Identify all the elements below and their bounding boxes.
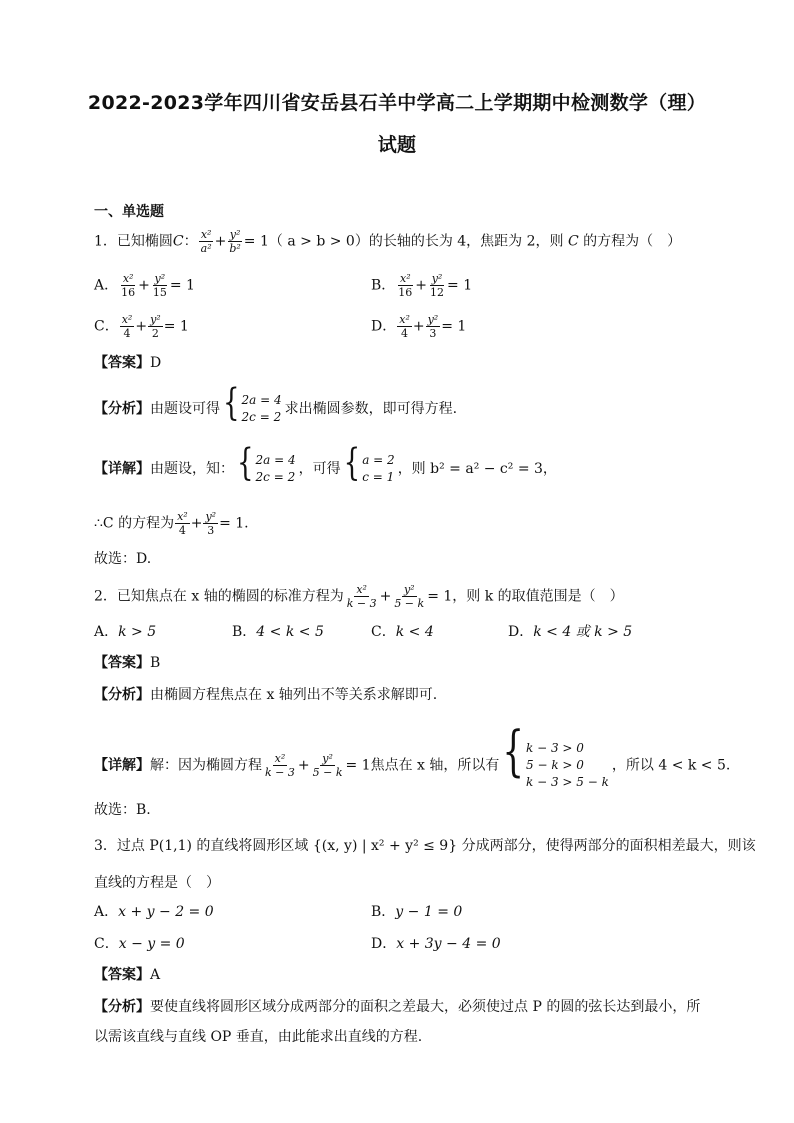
document-title-line2: 试题 (377, 134, 417, 156)
answer-tag: 【答案】 (94, 355, 150, 371)
q2-analysis: 【分析】由椭圆方程焦点在 x 轴列出不等关系求解即可. (94, 687, 438, 703)
q2-answer: 【答案】B (94, 655, 161, 671)
q1-stem-var: C (172, 233, 184, 250)
q1-frac-x: $\frac{\text{x²}}{\text{a²}}$ (200, 228, 212, 255)
q1-option-c-letter: C． (94, 318, 119, 335)
q1-conclusion: ∴C 的方程为 $\frac{\text{x²}}{4}$ + $\frac{\text{y²}}{3}$ = 1. (94, 510, 249, 537)
q1-stem-colon: ： (183, 233, 198, 250)
q3-option-b: B．y − 1 = 0 (371, 904, 463, 920)
analysis-tag: 【分析】 (94, 401, 150, 417)
q3-option-d: D．x + 3y − 4 = 0 (371, 936, 501, 952)
q1-option-d: D． $\frac{\text{x²}}{4}$ + $\frac{\text{y²}}{3}$ = 1 (371, 313, 467, 340)
q1-option-a-letter: A． (94, 277, 119, 294)
q3-answer: 【答案】A (94, 967, 161, 983)
q2-answer-value: B (150, 655, 161, 671)
q3-option-a: A．x + y − 2 = 0 (94, 904, 214, 920)
q2-option-a: A．k > 5 (94, 624, 157, 640)
q3-stem-line1: 3．过点 P(1,1) 的直线将圆形区域 {(x, y) | x² + y² ≤ 9} 分成两部分，使得两部分的面积相差最大，则该 (94, 838, 756, 854)
section-heading: 一、单选题 (94, 204, 164, 220)
q1-stem-after: 的长轴的长为 4，焦距为 2，则 (368, 233, 564, 250)
q3-answer-value: A (150, 967, 161, 983)
q3-option-c: C．x − y = 0 (94, 936, 185, 952)
q1-analysis-system: { 2a = 4 2c = 2 (223, 381, 282, 425)
q1-frac-y: $\frac{\text{y²}}{\text{b²}}$ (229, 228, 241, 255)
q2-final: 故选：B. (94, 802, 151, 818)
document-title-line1: 2022-2023学年四川省安岳县石羊中学高二上学期期中检测数学（理） (87, 92, 707, 114)
q1-detail-system-1: { 2a = 4 2c = 2 (237, 441, 296, 485)
q1-stem-before: 1．已知椭圆 (94, 233, 173, 250)
q1-detail-system-2: { a = 2 c = 1 (343, 441, 395, 485)
detail-tag: 【详解】 (94, 461, 150, 477)
q1-option-d-letter: D． (371, 318, 397, 335)
q1-stem-after2: 的方程为（ ） (583, 233, 682, 250)
q1-final: 故选：D. (94, 551, 152, 567)
q2-option-d: D．k < 4 或 k > 5 (508, 624, 633, 640)
q1-stem: 1．已知椭圆C： $\frac{\text{x²}}{\text{a²}}$ + $\frac{\text{y²}}{\text{b²}}$ = 1（ a > b > 0）的长轴的长为 4，焦距为 2，则 C 的方程为（ ） (94, 228, 682, 255)
q1-answer (94, 353, 161, 373)
q2-option-b: B．4 < k < 5 (232, 624, 324, 640)
q1-option-b: B． $\frac{\text{x²}}{16}$ + $\frac{\text{y²}}{12}$ = 1 (371, 272, 473, 299)
q1-condition: （ a > b > 0） (268, 233, 369, 250)
q2-stem: 2．已知焦点在 x 轴的椭圆的标准方程为 $\frac{\text{x²}}{k - 3}$ + $\frac{\text{y²}}{5 - k}$ = 1，则 k 的取值范围是（ ） (94, 583, 624, 610)
q3-stem-line2: 直线的方程是（ ） (94, 875, 220, 891)
q1-detail: 【详解】由题设，知： { 2a = 4 2c = 2 ，可得 { a = 2 c = 1 ，则 b² = a² − c² = 3， (94, 441, 557, 485)
q2-detail: 【详解】解：因为椭圆方程 $\frac{\text{x²}}{k - 3}$ + $\frac{\text{y²}}{5 - k}$ = 1焦点在 x 轴，所以有 { k − 3 > 0 5 − k > 0 k − 3 > 5 − k ，所以 4 < k < 5. (94, 719, 731, 789)
q3-analysis-line1: 【分析】要使直线将圆形区域分成两部分的面积之差最大，必须使过点 P 的圆的弦长达到最小，所 (94, 999, 701, 1015)
q1-option-a: A． $\frac{\text{x²}}{16}$ + $\frac{\text{y²}}{15}$ = 1 (94, 272, 195, 299)
q1-analysis: 【分析】由题设可得 { 2a = 4 2c = 2 求出椭圆参数，即可得方程. (94, 381, 458, 425)
q1-option-c: C． $\frac{\text{x²}}{4}$ + $\frac{\text{y²}}{2}$ = 1 (94, 313, 189, 340)
q3-analysis-line2: 以需该直线与直线 OP 垂直，由此能求出直线的方程. (94, 1029, 423, 1045)
q2-option-c: C．k < 4 (371, 624, 434, 640)
q1-answer-value: D (150, 355, 162, 371)
q1-option-b-letter: B． (371, 277, 396, 294)
q2-detail-system: { k − 3 > 0 5 − k > 0 k − 3 > 5 − k (502, 719, 609, 789)
